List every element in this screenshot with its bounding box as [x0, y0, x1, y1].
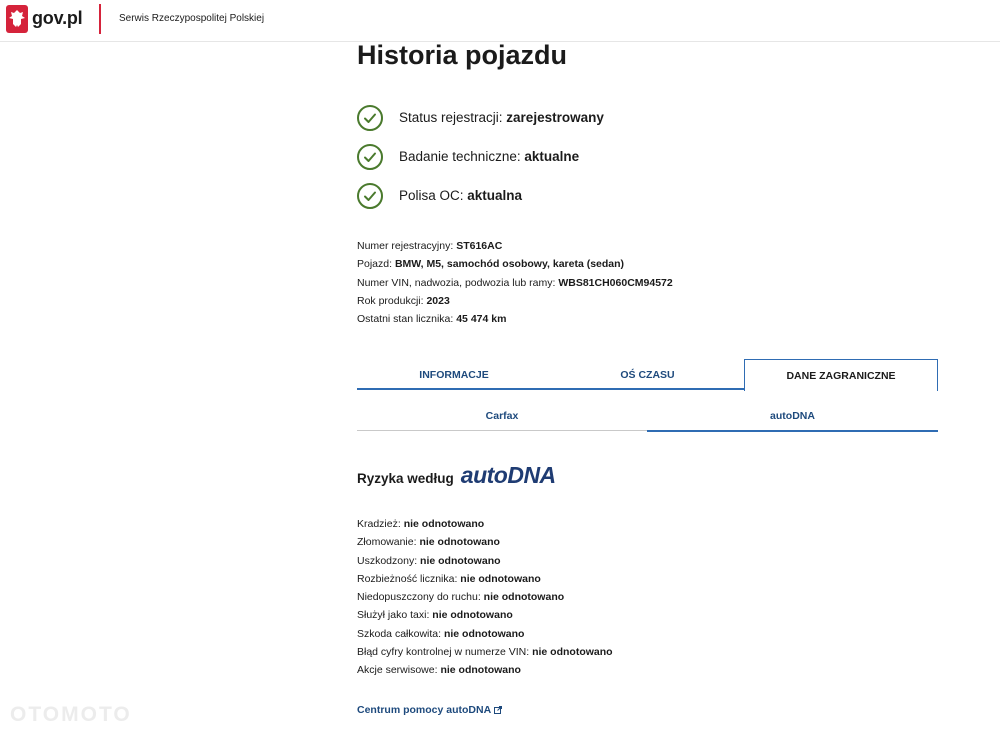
- tab-dane-zagraniczne[interactable]: DANE ZAGRANICZNE: [744, 359, 938, 391]
- detail-vin: Numer VIN, nadwozia, podwozia lub ramy: WBS81CH060CM94572: [357, 276, 673, 289]
- risk-item: Uszkodzony: nie odnotowano: [357, 554, 501, 567]
- risk-item: Akcje serwisowe: nie odnotowano: [357, 664, 521, 677]
- vehicle-details: [357, 237, 673, 328]
- detail-registration-number: Numer rejestracyjny: ST616AC: [357, 240, 503, 252]
- status-text: Polisa OC: aktualna: [399, 188, 523, 203]
- main-tabs: [357, 360, 938, 390]
- external-link-icon: [494, 706, 502, 714]
- service-name: Serwis Rzeczypospolitej Polskiej: [119, 13, 265, 24]
- risk-item: Służył jako taxi: nie odnotowano: [357, 609, 513, 622]
- status-text: Status rejestracji: zarejestrowany: [399, 110, 604, 125]
- risk-list: [357, 515, 613, 680]
- status-text: Badanie techniczne: aktualne: [399, 149, 580, 164]
- risk-heading: [357, 462, 556, 489]
- status-insurance: [357, 182, 522, 209]
- status-registration: [357, 104, 604, 131]
- risk-item: Szkoda całkowita: nie odnotowano: [357, 627, 525, 640]
- risk-heading-label: Ryzyka według: [357, 470, 454, 486]
- detail-odometer: Ostatni stan licznika: 45 474 km: [357, 313, 507, 326]
- sub-tabs: [357, 401, 938, 431]
- help-link-label: Centrum pomocy autoDNA: [357, 704, 492, 716]
- top-bar: [0, 0, 1000, 42]
- tab-os-czasu[interactable]: OŚ CZASU: [620, 369, 675, 381]
- subtab-autodna[interactable]: autoDNA: [647, 401, 938, 432]
- risk-item: Złomowanie: nie odnotowano: [357, 536, 500, 549]
- polish-eagle-icon[interactable]: [6, 5, 28, 33]
- status-inspection: [357, 143, 579, 170]
- autodna-help-link[interactable]: [357, 704, 502, 716]
- page-title: Historia pojazdu: [357, 40, 568, 70]
- risk-item: Rozbieżność licznika: nie odnotowano: [357, 572, 541, 585]
- check-circle-icon: [357, 144, 383, 170]
- detail-production-year: Rok produkcji: 2023: [357, 294, 450, 307]
- risk-item: Kradzież: nie odnotowano: [357, 518, 485, 530]
- autodna-logo: autoDNA: [460, 462, 556, 488]
- risk-item: Błąd cyfry kontrolnej w numerze VIN: nie odnotowano: [357, 646, 613, 659]
- check-circle-icon: [357, 105, 383, 131]
- check-circle-icon: [357, 183, 383, 209]
- gov-pl-logo[interactable]: gov.pl: [32, 8, 83, 28]
- risk-item: Niedopuszczony do ruchu: nie odnotowano: [357, 591, 565, 604]
- watermark: OTOMOTO: [10, 703, 132, 726]
- detail-vehicle: Pojazd: BMW, M5, samochód osobowy, kareta (sedan): [357, 258, 625, 271]
- header-divider: [99, 4, 101, 34]
- subtab-carfax[interactable]: Carfax: [485, 410, 519, 422]
- tab-informacje[interactable]: INFORMACJE: [419, 369, 489, 381]
